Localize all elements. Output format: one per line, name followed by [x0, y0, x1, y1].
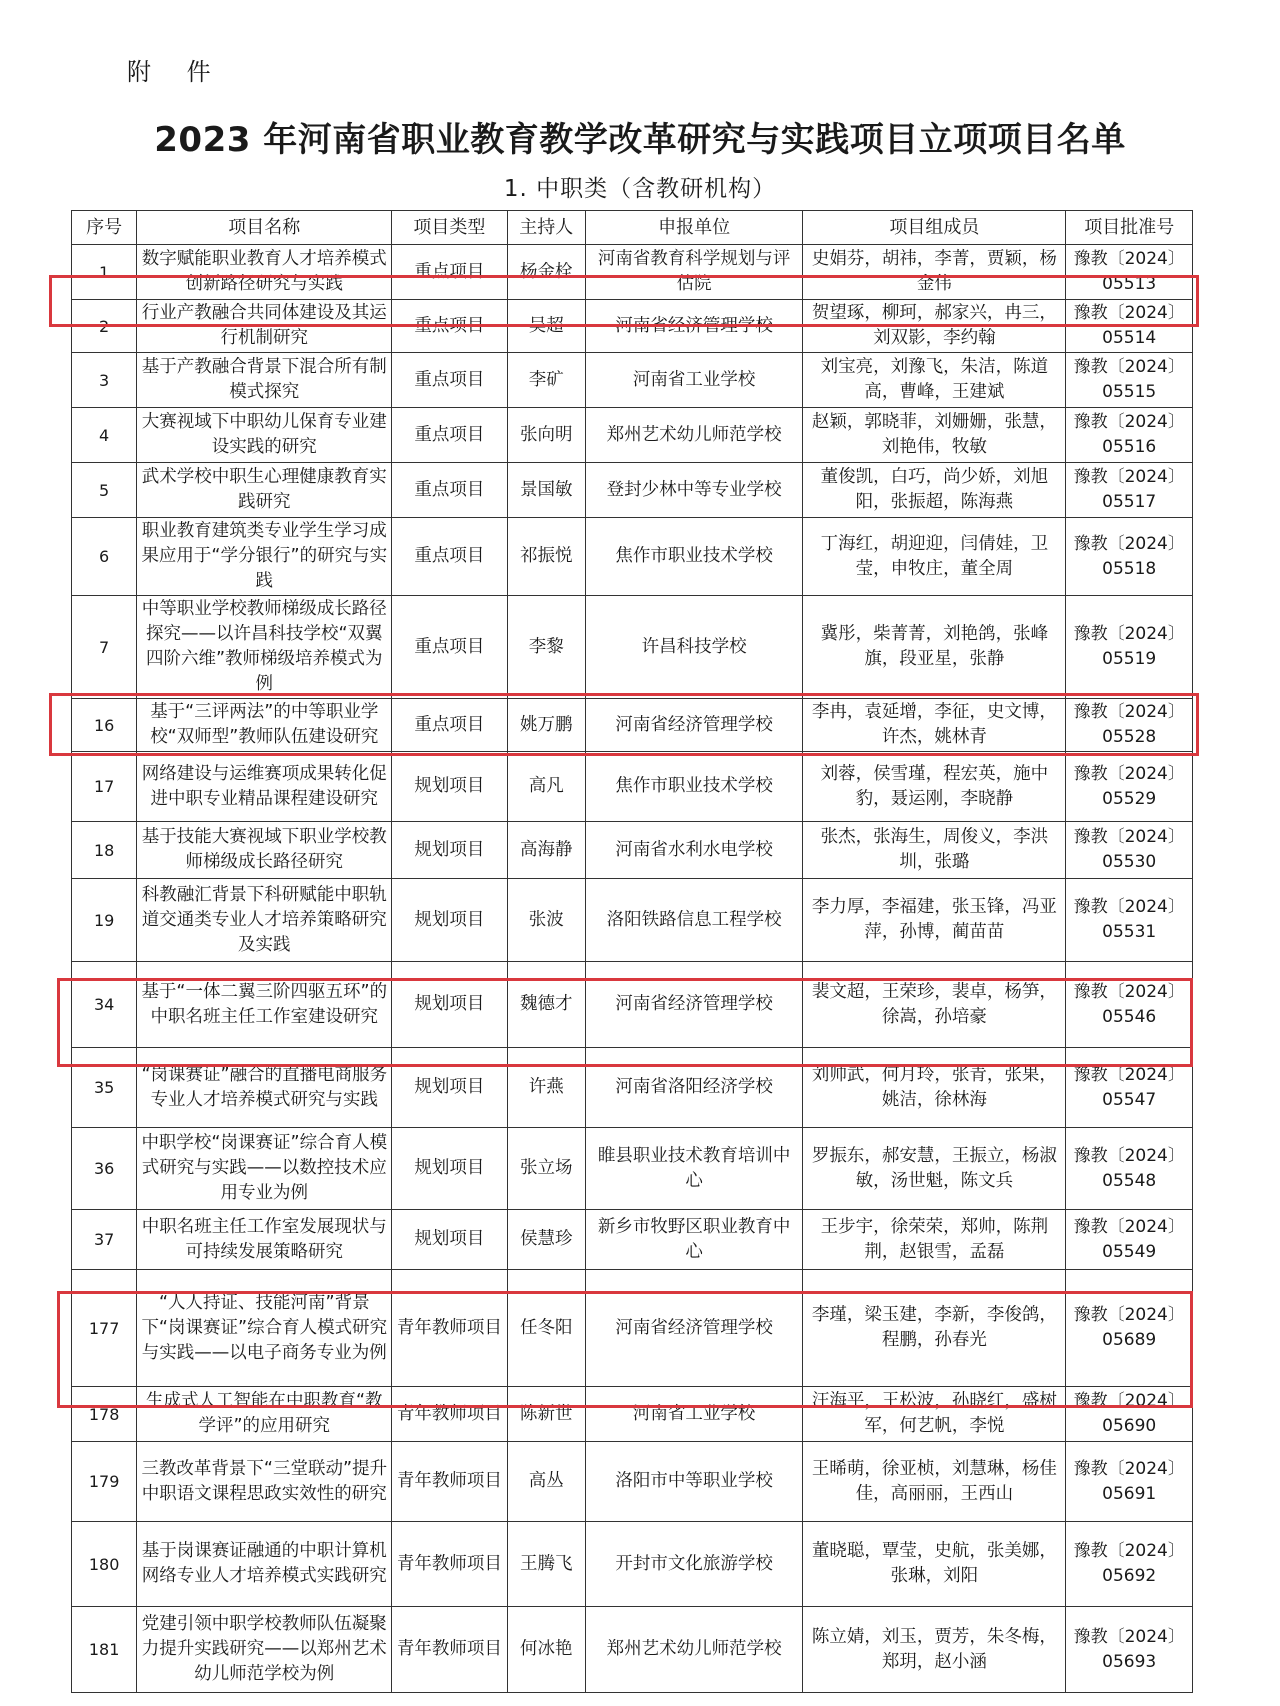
cell-approval: 豫教〔2024〕05549 [1066, 1210, 1193, 1270]
cell-host: 杨金栓 [507, 245, 586, 300]
cell-type: 规划项目 [392, 1128, 507, 1210]
cell-unit: 新乡市牧野区职业教育中心 [586, 1210, 803, 1270]
cell-type: 重点项目 [392, 300, 507, 353]
cell-name: 行业产教融合共同体建设及其运行机制研究 [137, 300, 392, 353]
cell-no: 36 [72, 1128, 137, 1210]
col-header-no: 序号 [72, 211, 137, 245]
cell-approval: 豫教〔2024〕05529 [1066, 752, 1193, 822]
cell-type: 重点项目 [392, 596, 507, 699]
table-row [72, 1442, 1193, 1522]
cell-members: 王步宇，徐荣荣，郑帅，陈荆荆，赵银雪，孟磊 [803, 1210, 1066, 1270]
cell-no: 3 [72, 353, 137, 408]
cell-no: 18 [72, 822, 137, 879]
cell-unit: 睢县职业技术教育培训中心 [586, 1128, 803, 1210]
cell-host: 高海静 [507, 822, 586, 879]
cell-name: 中职名班主任工作室发展现状与可持续发展策略研究 [137, 1210, 392, 1270]
cell-members: 裴文超，王荣珍，裴卓，杨笋，徐嵩，孙培豪 [803, 962, 1066, 1048]
table-row [72, 699, 1193, 752]
col-header-members: 项目组成员 [803, 211, 1066, 245]
table-row [72, 962, 1193, 1048]
cell-unit: 郑州艺术幼儿师范学校 [586, 408, 803, 463]
cell-host: 陈新世 [507, 1387, 586, 1442]
cell-approval: 豫教〔2024〕05690 [1066, 1387, 1193, 1442]
cell-type: 重点项目 [392, 245, 507, 300]
attachment-label: 附 件 [127, 58, 225, 86]
table-row [72, 408, 1193, 463]
col-header-type: 项目类型 [392, 211, 507, 245]
cell-host: 吴超 [507, 300, 586, 353]
cell-name: 大赛视域下中职幼儿保育专业建设实践的研究 [137, 408, 392, 463]
cell-host: 张向明 [507, 408, 586, 463]
cell-type: 规划项目 [392, 879, 507, 962]
cell-type: 规划项目 [392, 822, 507, 879]
cell-host: 姚万鹏 [507, 699, 586, 752]
cell-host: 王腾飞 [507, 1522, 586, 1607]
cell-approval: 豫教〔2024〕05528 [1066, 699, 1193, 752]
cell-no: 19 [72, 879, 137, 962]
cell-no: 5 [72, 463, 137, 518]
cell-host: 侯慧珍 [507, 1210, 586, 1270]
cell-host: 祁振悦 [507, 518, 586, 596]
cell-approval: 豫教〔2024〕05516 [1066, 408, 1193, 463]
cell-no: 17 [72, 752, 137, 822]
cell-no: 34 [72, 962, 137, 1048]
cell-host: 许燕 [507, 1048, 586, 1128]
col-header-name: 项目名称 [137, 211, 392, 245]
col-header-unit: 申报单位 [586, 211, 803, 245]
cell-type: 重点项目 [392, 353, 507, 408]
cell-unit: 开封市文化旅游学校 [586, 1522, 803, 1607]
cell-name: “岗课赛证”融合的直播电商服务专业人才培养模式研究与实践 [137, 1048, 392, 1128]
cell-members: 罗振东，郝安慧，王振立，杨淑敏，汤世魁，陈文兵 [803, 1128, 1066, 1210]
table-row [72, 1522, 1193, 1607]
cell-host: 任冬阳 [507, 1270, 586, 1387]
cell-approval: 豫教〔2024〕05531 [1066, 879, 1193, 962]
cell-host: 张立场 [507, 1128, 586, 1210]
cell-type: 规划项目 [392, 962, 507, 1048]
table-row [72, 1387, 1193, 1442]
col-header-host: 主持人 [507, 211, 586, 245]
cell-approval: 豫教〔2024〕05517 [1066, 463, 1193, 518]
cell-members: 赵颖，郭晓菲，刘姗姗，张慧，刘艳伟，牧敏 [803, 408, 1066, 463]
cell-approval: 豫教〔2024〕05519 [1066, 596, 1193, 699]
cell-name: 职业教育建筑类专业学生学习成果应用于“学分银行”的研究与实践 [137, 518, 392, 596]
cell-members: 汪海平，王松波，孙晓红，盛树军，何艺帆，李悦 [803, 1387, 1066, 1442]
table-row [72, 1270, 1193, 1387]
cell-name: 三教改革背景下“三堂联动”提升中职语文课程思政实效性的研究 [137, 1442, 392, 1522]
cell-host: 高丛 [507, 1442, 586, 1522]
table-row [72, 300, 1193, 353]
cell-approval: 豫教〔2024〕05514 [1066, 300, 1193, 353]
table-row [72, 822, 1193, 879]
cell-approval: 豫教〔2024〕05691 [1066, 1442, 1193, 1522]
cell-members: 刘宝亮，刘豫飞，朱洁，陈道高，曹峰，王建斌 [803, 353, 1066, 408]
cell-no: 7 [72, 596, 137, 699]
cell-type: 重点项目 [392, 463, 507, 518]
cell-no: 178 [72, 1387, 137, 1442]
cell-members: 丁海红，胡迎迎，闫倩娃，卫莹，申牧庄，董全周 [803, 518, 1066, 596]
cell-host: 李矿 [507, 353, 586, 408]
cell-approval: 豫教〔2024〕05692 [1066, 1522, 1193, 1607]
cell-host: 何冰艳 [507, 1607, 586, 1693]
cell-unit: 河南省洛阳经济学校 [586, 1048, 803, 1128]
col-header-approval: 项目批准号 [1066, 211, 1193, 245]
cell-no: 16 [72, 699, 137, 752]
cell-no: 181 [72, 1607, 137, 1693]
table-row [72, 463, 1193, 518]
cell-type: 青年教师项目 [392, 1270, 507, 1387]
table-row [72, 752, 1193, 822]
cell-members: 刘帅武，何月玲，张青，张果，姚洁，徐林海 [803, 1048, 1066, 1128]
cell-no: 37 [72, 1210, 137, 1270]
cell-no: 179 [72, 1442, 137, 1522]
cell-members: 董俊凯，白巧，尚少娇，刘旭阳，张振超，陈海燕 [803, 463, 1066, 518]
document-title: 2023 年河南省职业教育教学改革研究与实践项目立项项目名单 [154, 120, 1126, 160]
cell-type: 青年教师项目 [392, 1387, 507, 1442]
cell-approval: 豫教〔2024〕05546 [1066, 962, 1193, 1048]
cell-approval: 豫教〔2024〕05547 [1066, 1048, 1193, 1128]
cell-type: 重点项目 [392, 699, 507, 752]
cell-host: 魏德才 [507, 962, 586, 1048]
cell-unit: 焦作市职业技术学校 [586, 752, 803, 822]
cell-name: 中等职业学校教师梯级成长路径探究——以许昌科技学校“双翼四阶六维”教师梯级培养模式为例 [137, 596, 392, 699]
cell-no: 4 [72, 408, 137, 463]
table-row [72, 353, 1193, 408]
cell-host: 高凡 [507, 752, 586, 822]
cell-type: 青年教师项目 [392, 1522, 507, 1607]
project-table [71, 210, 1193, 1693]
table-row [72, 1210, 1193, 1270]
cell-name: 武术学校中职生心理健康教育实践研究 [137, 463, 392, 518]
section-subtitle: 1. 中职类（含教研机构） [503, 176, 777, 202]
cell-unit: 洛阳铁路信息工程学校 [586, 879, 803, 962]
cell-unit: 郑州艺术幼儿师范学校 [586, 1607, 803, 1693]
cell-members: 李冉，袁延增，李征，史文博，许杰，姚林青 [803, 699, 1066, 752]
cell-unit: 登封少林中等专业学校 [586, 463, 803, 518]
cell-type: 规划项目 [392, 1210, 507, 1270]
cell-unit: 河南省经济管理学校 [586, 300, 803, 353]
cell-approval: 豫教〔2024〕05518 [1066, 518, 1193, 596]
cell-name: 基于产教融合背景下混合所有制模式探究 [137, 353, 392, 408]
cell-unit: 河南省工业学校 [586, 353, 803, 408]
cell-approval: 豫教〔2024〕05515 [1066, 353, 1193, 408]
cell-name: 数字赋能职业教育人才培养模式创新路径研究与实践 [137, 245, 392, 300]
table-row [72, 1128, 1193, 1210]
cell-name: 基于“三评两法”的中等职业学校“双师型”教师队伍建设研究 [137, 699, 392, 752]
cell-members: 董晓聪，覃莹，史航，张美娜，张琳，刘阳 [803, 1522, 1066, 1607]
cell-name: 中职学校“岗课赛证”综合育人模式研究与实践——以数控技术应用专业为例 [137, 1128, 392, 1210]
cell-unit: 河南省经济管理学校 [586, 699, 803, 752]
cell-name: 基于“一体二翼三阶四驱五环”的中职名班主任工作室建设研究 [137, 962, 392, 1048]
cell-type: 重点项目 [392, 408, 507, 463]
cell-host: 李黎 [507, 596, 586, 699]
table-row [72, 518, 1193, 596]
table-row [72, 879, 1193, 962]
cell-members: 刘蓉，侯雪瑾，程宏英，施中豹，聂运刚，李晓静 [803, 752, 1066, 822]
cell-name: 基于岗课赛证融通的中职计算机网络专业人才培养模式实践研究 [137, 1522, 392, 1607]
cell-unit: 河南省经济管理学校 [586, 1270, 803, 1387]
cell-no: 6 [72, 518, 137, 596]
cell-unit: 河南省工业学校 [586, 1387, 803, 1442]
cell-no: 1 [72, 245, 137, 300]
table-header-row [72, 211, 1193, 245]
cell-members: 陈立婧，刘玉，贾芳，朱冬梅，郑玥，赵小涵 [803, 1607, 1066, 1693]
cell-members: 张杰，张海生，周俊义，李洪圳，张璐 [803, 822, 1066, 879]
cell-host: 景国敏 [507, 463, 586, 518]
cell-no: 2 [72, 300, 137, 353]
cell-name: 党建引领中职学校教师队伍凝聚力提升实践研究——以郑州艺术幼儿师范学校为例 [137, 1607, 392, 1693]
cell-members: 贺望琢，柳珂，郝家兴，冉三，刘双影，李约翰 [803, 300, 1066, 353]
table-row [72, 245, 1193, 300]
cell-members: 李力厚，李福建，张玉锋，冯亚萍，孙博，蔺苗苗 [803, 879, 1066, 962]
cell-type: 重点项目 [392, 518, 507, 596]
cell-unit: 河南省经济管理学校 [586, 962, 803, 1048]
cell-type: 规划项目 [392, 752, 507, 822]
cell-name: 科教融汇背景下科研赋能中职轨道交通类专业人才培养策略研究及实践 [137, 879, 392, 962]
cell-name: “人人持证、技能河南”背景下“岗课赛证”综合育人模式研究与实践——以电子商务专业为例 [137, 1270, 392, 1387]
cell-host: 张波 [507, 879, 586, 962]
cell-approval: 豫教〔2024〕05689 [1066, 1270, 1193, 1387]
cell-no: 177 [72, 1270, 137, 1387]
cell-no: 180 [72, 1522, 137, 1607]
cell-type: 青年教师项目 [392, 1442, 507, 1522]
table-row [72, 1048, 1193, 1128]
cell-approval: 豫教〔2024〕05548 [1066, 1128, 1193, 1210]
cell-approval: 豫教〔2024〕05530 [1066, 822, 1193, 879]
cell-members: 王晞萌，徐亚桢，刘慧琳，杨佳佳，高丽丽，王西山 [803, 1442, 1066, 1522]
cell-approval: 豫教〔2024〕05513 [1066, 245, 1193, 300]
cell-members: 李瑾，梁玉建，李新，李俊鸽，程鹏，孙春光 [803, 1270, 1066, 1387]
cell-name: 网络建设与运维赛项成果转化促进中职专业精品课程建设研究 [137, 752, 392, 822]
cell-type: 青年教师项目 [392, 1607, 507, 1693]
cell-approval: 豫教〔2024〕05693 [1066, 1607, 1193, 1693]
cell-no: 35 [72, 1048, 137, 1128]
cell-type: 规划项目 [392, 1048, 507, 1128]
table-row [72, 1607, 1193, 1693]
cell-name: 生成式人工智能在中职教育“教学评”的应用研究 [137, 1387, 392, 1442]
cell-members: 史娟芬，胡祎，李菁，贾颖，杨金伟 [803, 245, 1066, 300]
cell-members: 冀彤，柴菁菁，刘艳鸽，张峰旗，段亚星，张静 [803, 596, 1066, 699]
cell-name: 基于技能大赛视域下职业学校教师梯级成长路径研究 [137, 822, 392, 879]
cell-unit: 河南省水利水电学校 [586, 822, 803, 879]
cell-unit: 洛阳市中等职业学校 [586, 1442, 803, 1522]
table-row [72, 596, 1193, 699]
cell-unit: 河南省教育科学规划与评估院 [586, 245, 803, 300]
cell-unit: 焦作市职业技术学校 [586, 518, 803, 596]
cell-unit: 许昌科技学校 [586, 596, 803, 699]
